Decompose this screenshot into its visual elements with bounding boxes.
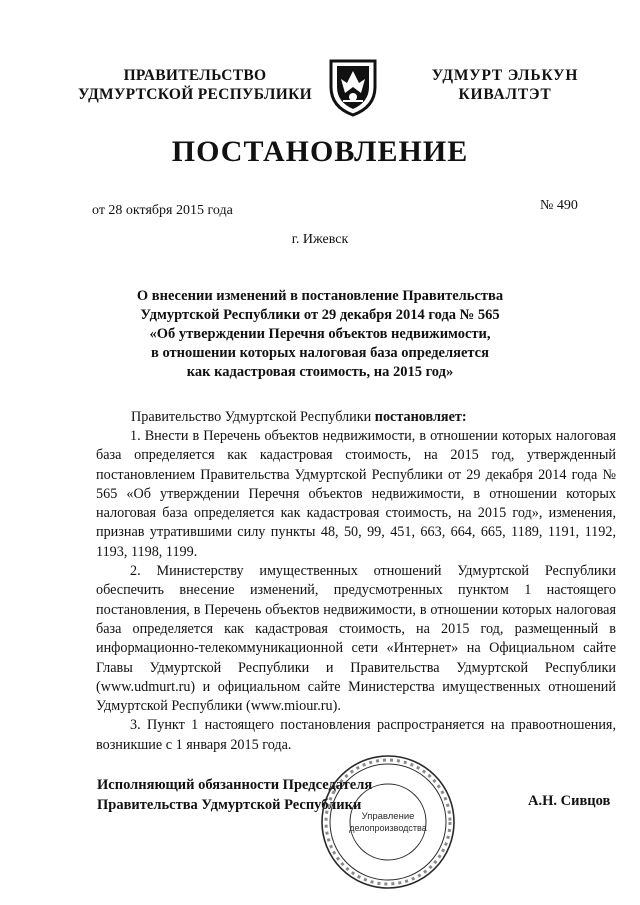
subject-line: в отношении которых налоговая база определяется — [151, 345, 489, 361]
signatory-position-line2: Правительства Удмуртской Республики — [97, 797, 362, 813]
government-name-russian — [70, 66, 320, 104]
paragraph-3: 3. Пункт 1 настоящего постановления распространяется на правоотношения, возникшие с 1 января 2015 года. — [96, 717, 616, 753]
document-body — [96, 427, 616, 755]
official-stamp — [318, 752, 458, 892]
document-title: ПОСТАНОВЛЕНИЕ — [171, 135, 469, 168]
government-name-udmurt — [420, 66, 590, 104]
document-city: г. Ижевск — [291, 232, 349, 247]
header-right-line2: КИВАЛТЭТ — [458, 86, 552, 103]
header-left-line2: УДМУРТСКОЙ РЕСПУБЛИКИ — [77, 86, 312, 103]
subject-line: «Об утверждении Перечня объектов недвижимости, — [149, 326, 491, 342]
signatory-name: А.Н. Сивцов — [528, 793, 611, 809]
preamble-decree-word: постановляет: — [374, 409, 467, 425]
document-subject — [60, 287, 580, 382]
stamp-center-line1: Управление — [361, 811, 415, 822]
udmurt-coat-of-arms-icon — [327, 57, 379, 117]
document-number: № 490 — [540, 198, 578, 213]
document-date: от 28 октября 2015 года — [92, 203, 233, 218]
signatory-position-line1: Исполняющий обязанности Председателя — [97, 777, 373, 793]
stamp-center-line2: делопроизводства — [349, 823, 427, 833]
subject-line: как кадастровая стоимость, на 2015 год» — [186, 364, 454, 380]
preamble-text: Правительство Удмуртской Республики — [131, 409, 375, 425]
subject-line: Удмуртской Республики от 29 декабря 2014 года № 565 — [140, 307, 500, 323]
paragraph-1: 1. Внести в Перечень объектов недвижимости, в отношении которых налоговая база определяется как кадастровая стоимость, на 2015 год, утвержденный постановлением Правительства Удмуртской Республики от 29 декабря 2014 года № 565 «Об утверждении Перечня объектов недвижимости, в отношении которых налоговая база определяется как кадастровая стоимость, на 2015 год», изменения, признав утратившими силу пункты 48, 50, 99, 451, 663, 664, 665, 1189, 1191, 1192, 1193, 1198, 1199. — [96, 428, 616, 560]
subject-line: О внесении изменений в постановление Правительства — [136, 288, 504, 304]
header-left-line1: ПРАВИТЕЛЬСТВО — [123, 67, 267, 84]
header-right-line1: УДМУРТ ЭЛЬКУН — [431, 67, 579, 84]
paragraph-2: 2. Министерству имущественных отношений Удмуртской Республики обеспечить внесение изменений, предусмотренных пунктом 1 настоящего постановления, в Перечень объектов недвижимости, в отношении которых налоговая база определяется как кадастровая стоимость, на 2015 год, размещенный в информационно-телекоммуникационной сети «Интернет» на Официальном сайте Главы Удмуртской Республики и Правительства Удмуртской Республики (www.udmurt.ru) и официальном сайте Министерства имущественных отношений Удмуртской Республики (www.miour.ru). — [96, 563, 616, 715]
preamble — [131, 409, 467, 426]
